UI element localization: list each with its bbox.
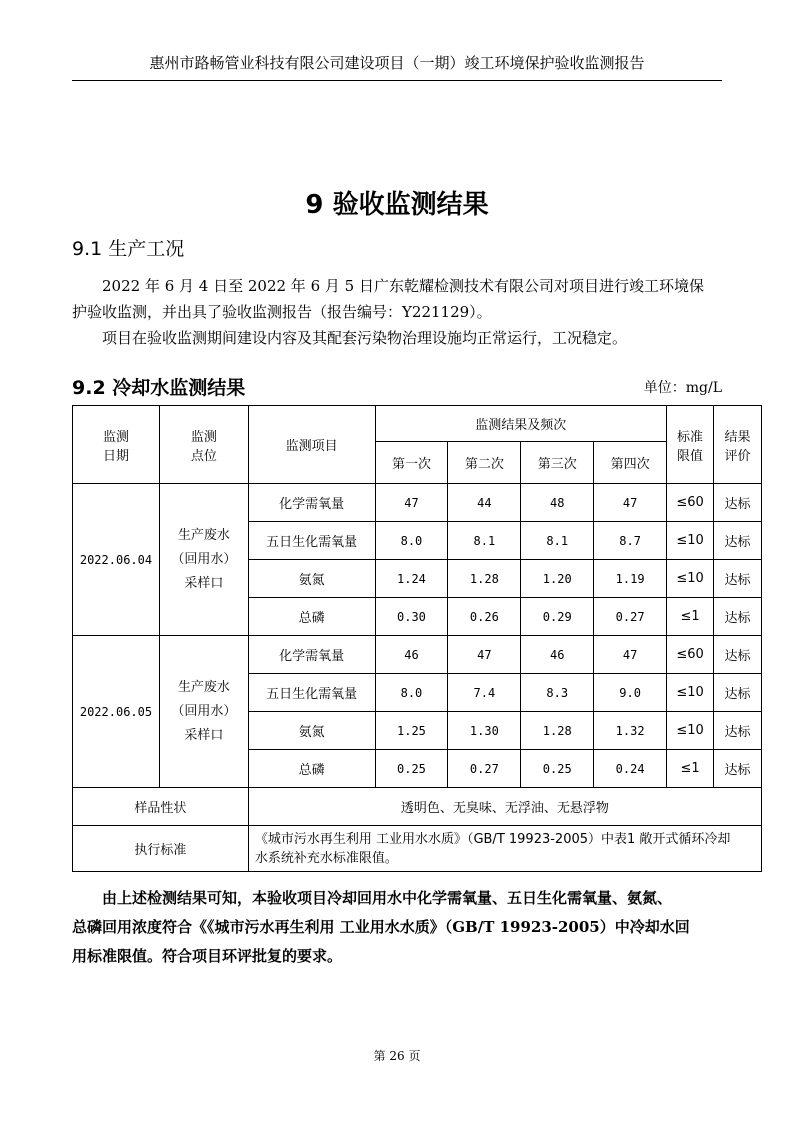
item-cell: 化学需氧量 bbox=[248, 484, 375, 522]
limit-cell: ≤10 bbox=[667, 522, 714, 560]
para-line: 护验收监测，并出具了验收监测报告（报告编号：Y221129）。 bbox=[72, 303, 492, 321]
value-cell: 0.26 bbox=[448, 598, 521, 636]
value-cell: 48 bbox=[521, 484, 594, 522]
header-rule bbox=[72, 80, 722, 81]
page-number: 第 26 页 bbox=[373, 1049, 421, 1063]
header-date: 监测 日期 bbox=[73, 406, 160, 484]
paragraph-production-conditions bbox=[72, 273, 722, 351]
eval-cell: 达标 bbox=[714, 484, 762, 522]
site-cell: 生产废水 （回用水） 采样口 bbox=[159, 484, 248, 636]
page-header: 惠州市路畅管业科技有限公司建设项目（一期）竣工环境保护验收监测报告 bbox=[149, 54, 645, 72]
value-cell: 46 bbox=[521, 636, 594, 674]
header-limit: 标准 限值 bbox=[667, 406, 714, 484]
site-cell: 生产废水 （回用水） 采样口 bbox=[159, 636, 248, 788]
value-cell: 9.0 bbox=[594, 674, 667, 712]
value-cell: 46 bbox=[375, 636, 448, 674]
section-title-9-2: 9.2 冷却水监测结果 bbox=[72, 377, 246, 399]
limit-cell: ≤10 bbox=[667, 712, 714, 750]
value-cell: 1.24 bbox=[375, 560, 448, 598]
limit-cell: ≤60 bbox=[667, 484, 714, 522]
value-cell: 47 bbox=[375, 484, 448, 522]
sample-label: 样品性状 bbox=[73, 788, 249, 826]
header-results: 监测结果及频次 bbox=[375, 406, 667, 442]
value-cell: 1.19 bbox=[594, 560, 667, 598]
value-cell: 47 bbox=[594, 484, 667, 522]
eval-cell: 达标 bbox=[714, 712, 762, 750]
eval-cell: 达标 bbox=[714, 560, 762, 598]
value-cell: 1.20 bbox=[521, 560, 594, 598]
eval-cell: 达标 bbox=[714, 636, 762, 674]
value-cell: 8.0 bbox=[375, 674, 448, 712]
value-cell: 8.3 bbox=[521, 674, 594, 712]
value-cell: 1.28 bbox=[521, 712, 594, 750]
eval-cell: 达标 bbox=[714, 750, 762, 788]
item-cell: 化学需氧量 bbox=[248, 636, 375, 674]
section-title-9-1: 9.1 生产工况 bbox=[72, 238, 185, 260]
value-cell: 8.1 bbox=[448, 522, 521, 560]
value-cell: 0.27 bbox=[594, 598, 667, 636]
value-cell: 1.25 bbox=[375, 712, 448, 750]
para-line: 2022 年 6 月 4 日至 2022 年 6 月 5 日广东乾耀检测技术有限公司对项目进行竣工环境保 bbox=[102, 277, 704, 295]
para-line: 项目在验收监测期间建设内容及其配套污染物治理设施均正常运行，工况稳定。 bbox=[102, 329, 628, 347]
unit-label: 单位：mg/L bbox=[643, 380, 722, 396]
value-cell: 8.7 bbox=[594, 522, 667, 560]
value-cell: 7.4 bbox=[448, 674, 521, 712]
conclusion-line: 由上述检测结果可知，本验收项目冷却回用水中化学需氧量、五日生化需氧量、氨氮、 bbox=[102, 889, 673, 907]
limit-cell: ≤1 bbox=[667, 750, 714, 788]
item-cell: 总磷 bbox=[248, 750, 375, 788]
value-cell: 0.25 bbox=[375, 750, 448, 788]
value-cell: 8.0 bbox=[375, 522, 448, 560]
limit-cell: ≤10 bbox=[667, 560, 714, 598]
date-cell: 2022.06.04 bbox=[73, 484, 160, 636]
value-cell: 1.28 bbox=[448, 560, 521, 598]
conclusion-paragraph bbox=[72, 884, 732, 971]
value-cell: 0.29 bbox=[521, 598, 594, 636]
item-cell: 氨氮 bbox=[248, 712, 375, 750]
value-cell: 47 bbox=[594, 636, 667, 674]
header-freq-2: 第二次 bbox=[448, 442, 521, 484]
standard-label: 执行标准 bbox=[73, 826, 249, 872]
value-cell: 0.27 bbox=[448, 750, 521, 788]
header-site: 监测 点位 bbox=[159, 406, 248, 484]
value-cell: 0.30 bbox=[375, 598, 448, 636]
limit-cell: ≤60 bbox=[667, 636, 714, 674]
eval-cell: 达标 bbox=[714, 674, 762, 712]
value-cell: 8.1 bbox=[521, 522, 594, 560]
cooling-water-results-table bbox=[72, 405, 762, 872]
eval-cell: 达标 bbox=[714, 522, 762, 560]
item-cell: 氨氮 bbox=[248, 560, 375, 598]
table-row-sample bbox=[73, 788, 762, 826]
conclusion-line: 总磷回用浓度符合《《城市污水再生利用 工业用水水质》（GB/T 19923-2005）中冷却水回 bbox=[72, 918, 690, 936]
value-cell: 0.24 bbox=[594, 750, 667, 788]
value-cell: 1.30 bbox=[448, 712, 521, 750]
table-row-standard bbox=[73, 826, 762, 872]
value-cell: 0.25 bbox=[521, 750, 594, 788]
value-cell: 47 bbox=[448, 636, 521, 674]
header-freq-1: 第一次 bbox=[375, 442, 448, 484]
sample-value: 透明色、无臭味、无浮油、无悬浮物 bbox=[248, 788, 761, 826]
item-cell: 总磷 bbox=[248, 598, 375, 636]
table-row bbox=[73, 484, 762, 522]
header-freq-4: 第四次 bbox=[594, 442, 667, 484]
limit-cell: ≤1 bbox=[667, 598, 714, 636]
value-cell: 1.32 bbox=[594, 712, 667, 750]
value-cell: 44 bbox=[448, 484, 521, 522]
table-row bbox=[73, 636, 762, 674]
standard-value: 《城市污水再生利用 工业用水水质》（GB/T 19923-2005）中表1 敞开式循环冷却 水系统补充水标准限值。 bbox=[248, 826, 761, 872]
conclusion-line: 用标准限值。符合项目环评批复的要求。 bbox=[72, 947, 343, 965]
chapter-title: 9 验收监测结果 bbox=[305, 190, 489, 220]
header-freq-3: 第三次 bbox=[521, 442, 594, 484]
date-cell: 2022.06.05 bbox=[73, 636, 160, 788]
eval-cell: 达标 bbox=[714, 598, 762, 636]
item-cell: 五日生化需氧量 bbox=[248, 522, 375, 560]
limit-cell: ≤10 bbox=[667, 674, 714, 712]
item-cell: 五日生化需氧量 bbox=[248, 674, 375, 712]
header-item: 监测项目 bbox=[248, 406, 375, 484]
header-eval: 结果 评价 bbox=[714, 406, 762, 484]
